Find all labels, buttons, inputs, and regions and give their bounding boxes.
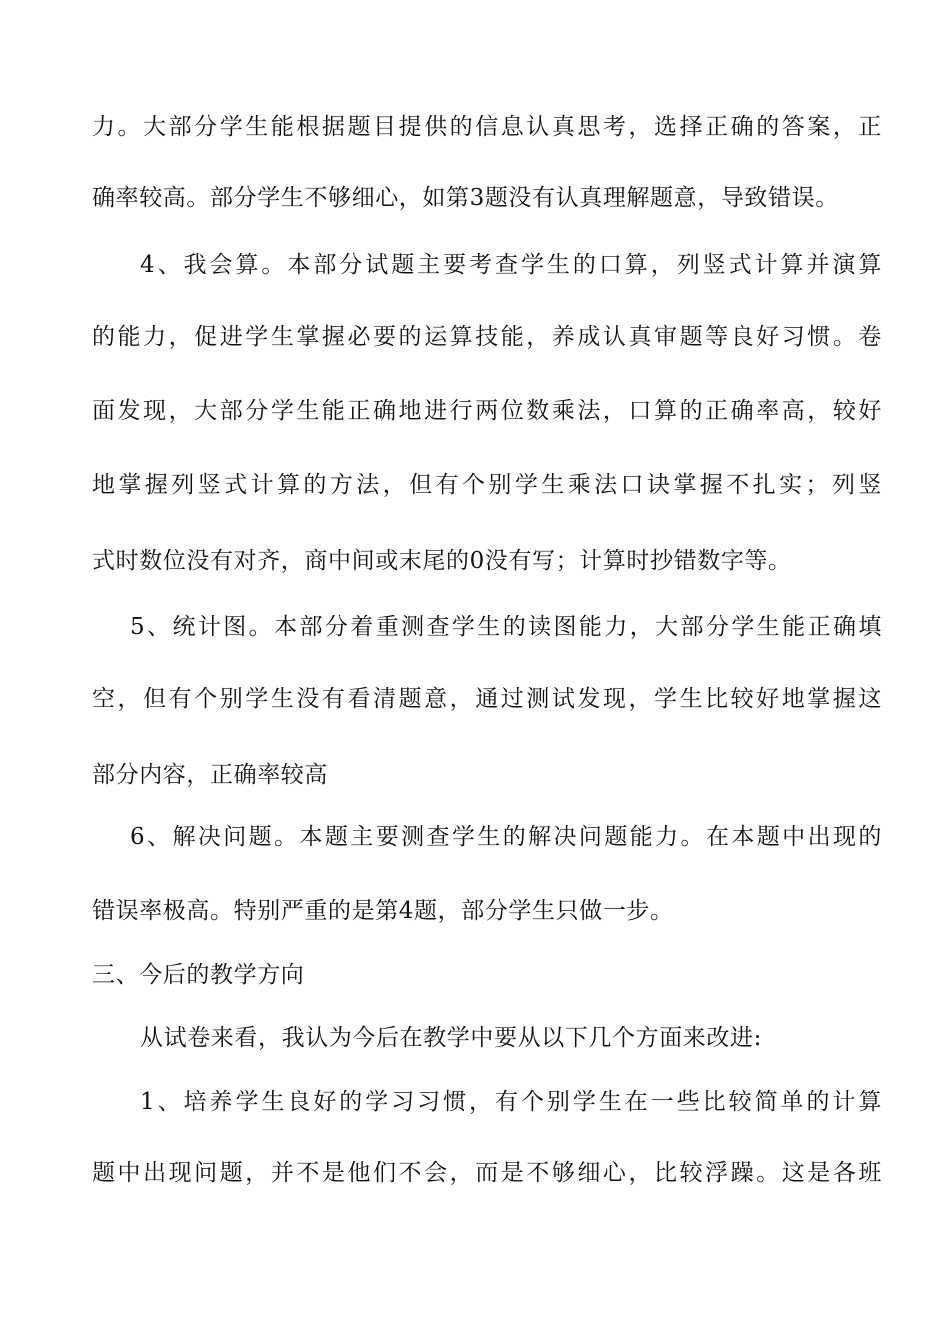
paragraph-line: 确率较高。部分学生不够细心，如第3题没有认真理解题意，导致错误。 [92, 185, 839, 211]
paragraph-line: 从试卷来看，我认为今后在教学中要从以下几个方面来改进: [140, 1025, 762, 1051]
paragraph-line: 错误率极高。特别严重的是第4题，部分学生只做一步。 [92, 898, 674, 924]
paragraph-line: 部分内容，正确率较高 [92, 762, 328, 788]
paragraph-line: 6、解决问题。本题主要测查学生的解决问题能力。在本题中出现的 [130, 824, 882, 850]
paragraph-line: 式时数位没有对齐，商中间或末尾的0没有写；计算时抄错数字等。 [92, 548, 792, 574]
paragraph-line: 地掌握列竖式计算的方法，但有个别学生乘法口诀掌握不扎实；列竖 [92, 472, 882, 498]
paragraph-line: 空，但有个别学生没有看清题意，通过测试发现，学生比较好地掌握这 [92, 686, 882, 712]
paragraph-line: 5、统计图。本部分着重测查学生的读图能力，大部分学生能正确填 [130, 614, 882, 640]
paragraph-line: 1、培养学生良好的学习习惯，有个别学生在一些比较简单的计算 [140, 1089, 882, 1115]
paragraph-line: 的能力，促进学生掌握必要的运算技能，养成认真审题等良好习惯。卷 [92, 324, 882, 350]
paragraph-line: 面发现，大部分学生能正确地进行两位数乘法，口算的正确率高，较好 [92, 398, 882, 424]
paragraph-line: 力。大部分学生能根据题目提供的信息认真思考，选择正确的答案，正 [92, 114, 882, 140]
paragraph-line: 4、我会算。本部分试题主要考查学生的口算，列竖式计算并演算 [140, 252, 882, 278]
paragraph-line: 题中出现问题，并不是他们不会，而是不够细心，比较浮躁。这是各班 [92, 1160, 882, 1186]
section-heading: 三、今后的教学方向 [92, 962, 305, 988]
